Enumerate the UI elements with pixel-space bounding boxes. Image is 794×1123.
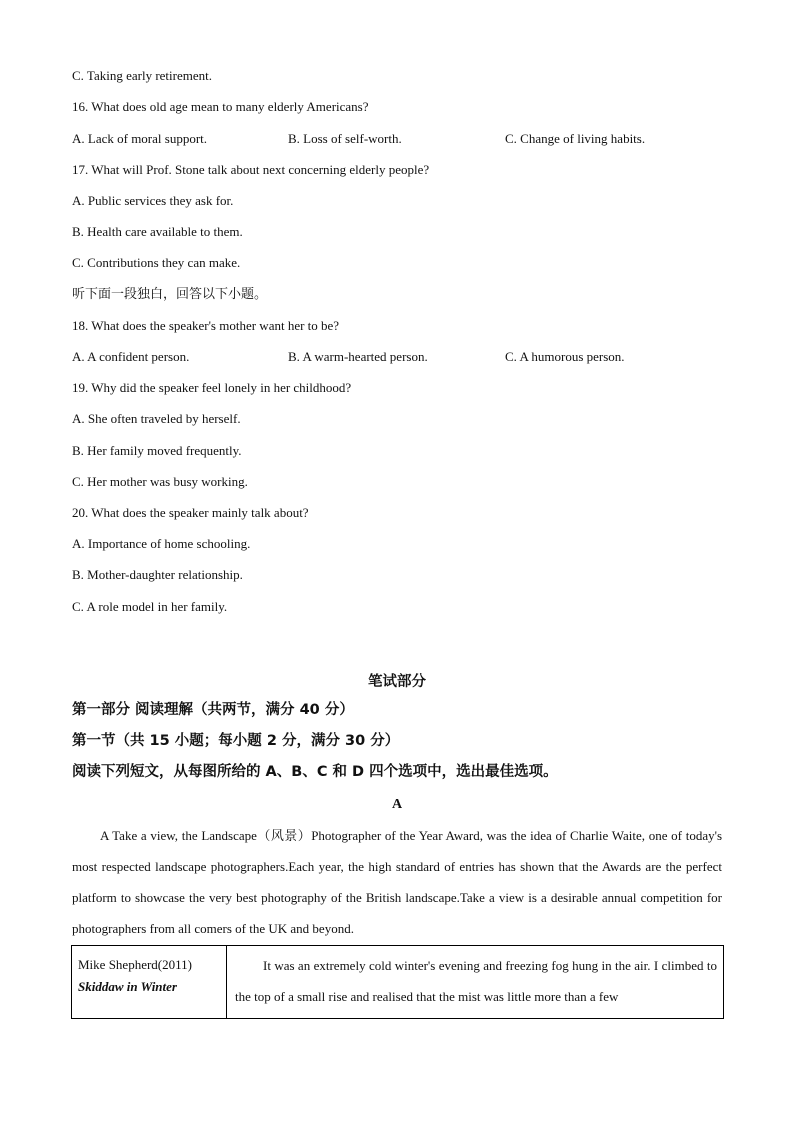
q17-question: 17. What will Prof. Stone talk about next concerning elderly people?: [72, 162, 430, 177]
photo-excerpt-table: [71, 945, 724, 1019]
q16-option-a: A. Lack of moral support.: [72, 131, 208, 146]
monologue-instruction: 听下面一段独白，回答以下小题。: [72, 287, 268, 302]
photo-credit-cell: [72, 946, 227, 1019]
q18-question: 18. What does the speaker's mother want her to be?: [72, 318, 340, 333]
passage-paragraph: A Take a view, the Landscape（风景）Photographer of the Year Award, was the idea of Charlie Waite, one of today's most respected landscape photographers.Each year, the high standard of entries has shown that the Awards are the perfect platform to showcase the very best photography of the British landscape.Take a view is a desirable annual competition for photographers from all comers of the UK and beyond.: [72, 828, 722, 936]
q19-option-b: B. Her family moved frequently.: [72, 443, 242, 458]
q20-option-b: B. Mother-daughter relationship.: [72, 567, 243, 582]
q17-option-a: A. Public services they ask for.: [72, 193, 234, 208]
q19-option-c: C. Her mother was busy working.: [72, 474, 248, 489]
part1-title: 第一部分 阅读理解（共两节，满分 40 分）: [72, 702, 354, 718]
q16-question: 16. What does old age mean to many elderly Americans?: [72, 99, 369, 114]
written-section-title: 笔试部分: [368, 674, 426, 690]
passage-label: A: [391, 797, 403, 812]
q17-option-c: C. Contributions they can make.: [72, 255, 241, 270]
q20-option-a: A. Importance of home schooling.: [72, 536, 251, 551]
q15-option-c: C. Taking early retirement.: [72, 68, 212, 83]
q17-option-b: B. Health care available to them.: [72, 224, 243, 239]
q16-option-b: B. Loss of self-worth.: [288, 131, 402, 146]
q18-option-b: B. A warm-hearted person.: [288, 349, 428, 364]
reading-instruction: 阅读下列短文，从每图所给的 A、B、C 和 D 四个选项中，选出最佳选项。: [72, 764, 558, 780]
q18-option-a: A. A confident person.: [72, 349, 190, 364]
photo-title: Skiddaw in Winter: [78, 979, 177, 994]
q18-option-c: C. A humorous person.: [505, 349, 625, 364]
photo-excerpt-text: It was an extremely cold winter's evening and freezing fog hung in the air. I climbed to the top of a small rise and realised that the mist was little more than a few: [227, 946, 724, 1019]
q19-question: 19. Why did the speaker feel lonely in her childhood?: [72, 380, 352, 395]
q20-option-c: C. A role model in her family.: [72, 599, 228, 614]
photographer-name: Mike Shepherd(2011): [78, 957, 192, 972]
q19-option-a: A. She often traveled by herself.: [72, 411, 241, 426]
table-row: [72, 946, 724, 1019]
q16-option-c: C. Change of living habits.: [505, 131, 646, 146]
q20-question: 20. What does the speaker mainly talk about?: [72, 505, 309, 520]
section1-title: 第一节（共 15 小题；每小题 2 分，满分 30 分）: [72, 733, 400, 749]
